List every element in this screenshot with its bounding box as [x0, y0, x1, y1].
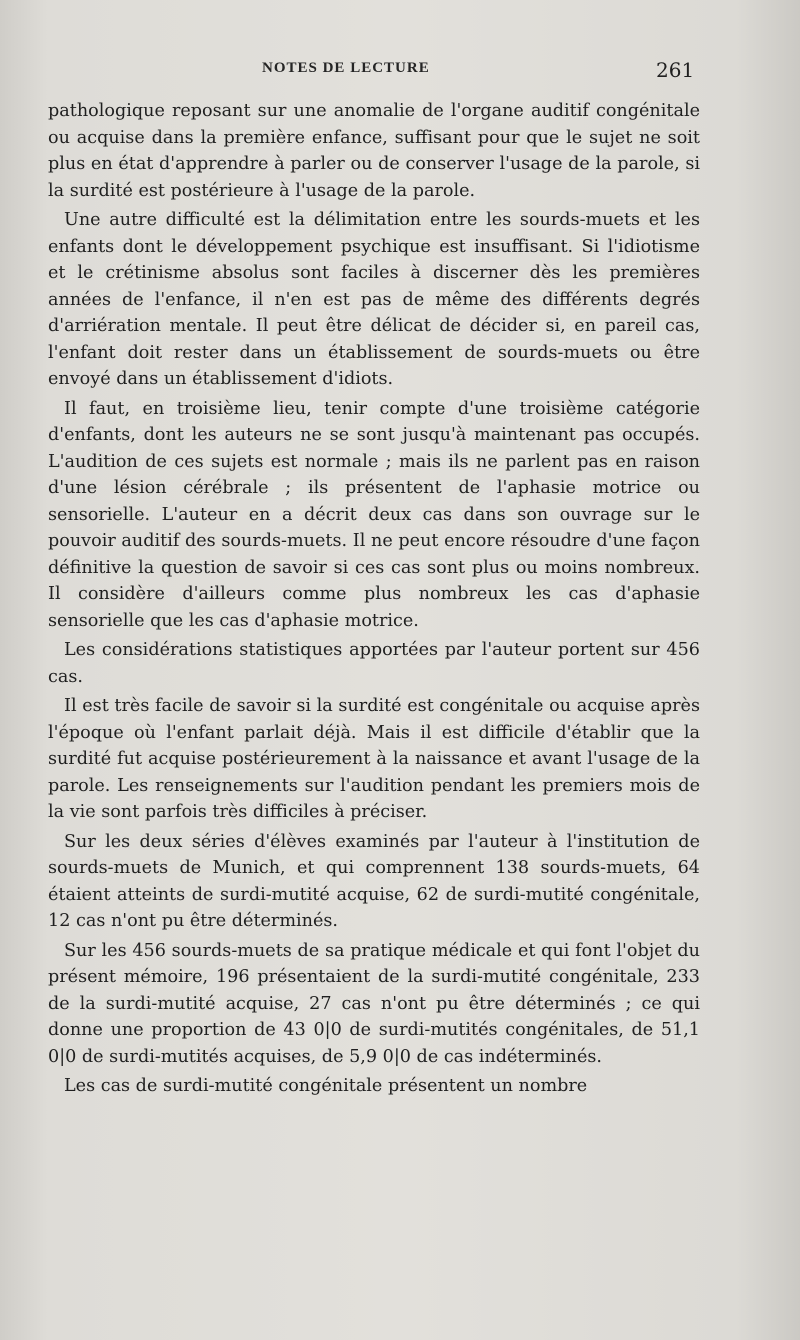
body-text	[48, 98, 700, 1103]
paragraph: Il faut, en troisième lieu, tenir compte d'une troisième catégorie d'enfants, dont les auteurs ne se sont jusqu'à maintenant pas occupés. L'audition de ces sujets est normale ; mais ils ne parlent pas en raison d'une lésion cérébrale ; ils présentent de l'aphasie motrice ou sensorielle. L'auteur en a décrit deux cas dans son ouvrage sur le pouvoir auditif des sourds-muets. Il ne peut encore résoudre d'une façon définitive la question de savoir si ces cas sont plus ou moins nombreux. Il considère d'ailleurs comme plus nombreux les cas d'aphasie sensorielle que les cas d'aphasie motrice.	[48, 398, 700, 631]
paragraph: Sur les 456 sourds-muets de sa pratique médicale et qui font l'objet du présent mémoire, 196 présentaient de la surdi-mutité congénitale, 233 de la surdi-mutité acquise, 27 cas n'ont pu être déterminés ; ce qui donne une proportion de 43 0|0 de surdi-mutités congénitales, de 51,1 0|0 de surdi-mutités acquises, de 5,9 0|0 de cas indéterminés.	[48, 940, 700, 1067]
paragraph: Il est très facile de savoir si la surdité est congénitale ou acquise après l'époque où l'enfant parlait déjà. Mais il est difficile d'établir que la surdité fut acquise postérieurement à la naissance et avant l'usage de la parole. Les renseignements sur l'audition pendant les premiers mois de la vie sont parfois très difficiles à préciser.	[48, 696, 700, 822]
paragraph: Sur les deux séries d'élèves examinés par l'auteur à l'institution de sourds-muets de Munich, et qui comprennent 138 sourds-muets, 64 étaient atteints de surdi-mutité acquise, 62 de surdi-mutité congénitale, 12 cas n'ont pu être déterminés.	[48, 831, 700, 931]
paragraph: Une autre difficulté est la délimitation entre les sourds-muets et les enfants dont le développement psychique est insuffisant. Si l'idiotisme et le crétinisme absolus sont faciles à discerner dès les premières années de l'enfance, il n'en est pas de même des différents degrés d'arriération mentale. Il peut être délicat de décider si, en pareil cas, l'enfant doit rester dans un établissement de sourds-muets ou être envoyé dans un établissement d'idiots.	[48, 210, 700, 389]
paragraph-continuation: pathologique reposant sur une anomalie de l'organe auditif congénitale ou acquise dans la première enfance, suffisant pour que le sujet ne soit plus en état d'apprendre à parler ou de conserver l'usage de la parole, si la surdité est postérieure à l'usage de la parole.	[48, 101, 700, 201]
running-title: NOTES DE LECTURE	[262, 60, 430, 76]
paragraph: Les considérations statistiques apportées par l'auteur portent sur 456 cas.	[48, 640, 700, 687]
page-number: 261	[656, 58, 695, 82]
page-header	[0, 58, 800, 88]
paragraph: Les cas de surdi-mutité congénitale présentent un nombre	[64, 1076, 588, 1096]
